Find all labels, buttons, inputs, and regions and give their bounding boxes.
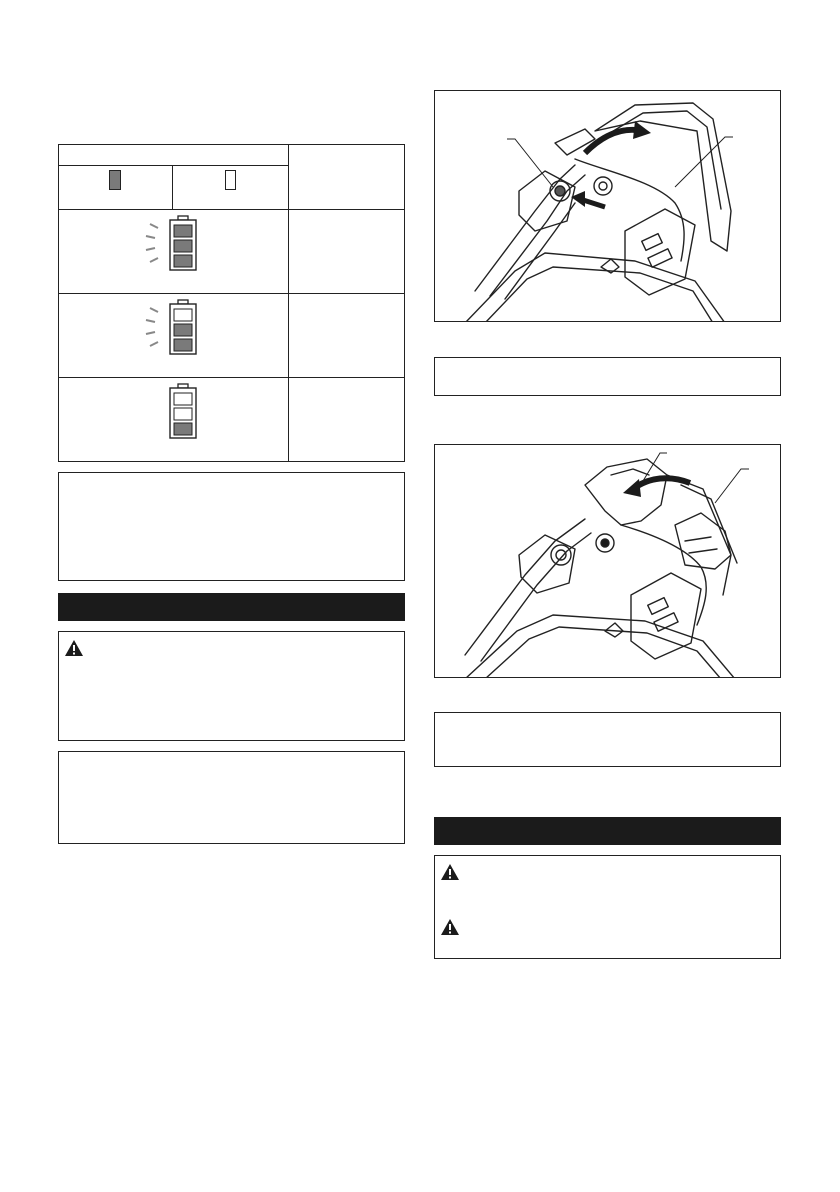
battery-segment-lit <box>174 255 192 267</box>
warning-box <box>58 631 405 741</box>
note-box <box>434 357 781 396</box>
flash-mark <box>150 308 158 312</box>
battery-segment-lit <box>174 339 192 351</box>
warning-triangle-icon <box>440 918 460 936</box>
table-divider <box>58 209 405 210</box>
flash-mark <box>146 248 155 250</box>
battery-segment-off <box>174 393 192 405</box>
section-header-bar <box>58 593 405 621</box>
mower-handle-hand-illustration <box>435 445 781 678</box>
flash-mark <box>146 332 155 334</box>
flash-mark <box>150 224 158 228</box>
off-indicator-icon <box>225 170 236 190</box>
flash-mark <box>150 258 158 262</box>
battery-segment-off <box>174 309 192 321</box>
battery-indicator-table <box>58 144 405 462</box>
battery-segment-lit <box>174 324 192 336</box>
battery-segment-off <box>174 408 192 420</box>
note-box <box>58 751 405 844</box>
table-divider <box>172 165 173 209</box>
battery-segment-lit <box>174 225 192 237</box>
table-divider <box>58 293 405 294</box>
handle-fold-figure-2 <box>434 444 781 678</box>
section-header-bar <box>434 817 781 845</box>
flash-mark <box>146 236 155 238</box>
note-box <box>58 472 405 581</box>
battery-level-icon-full <box>140 214 210 276</box>
battery-level-icon-medium <box>140 298 210 360</box>
table-divider <box>288 144 289 462</box>
note-box <box>434 712 781 767</box>
battery-segment-lit <box>174 240 192 252</box>
battery-segment-lit <box>174 423 192 435</box>
flash-mark <box>150 342 158 346</box>
warning-triangle-icon <box>440 863 460 881</box>
warning-box <box>434 855 781 959</box>
lit-indicator-icon <box>109 170 121 190</box>
warning-triangle-icon <box>64 639 84 657</box>
table-divider <box>58 377 405 378</box>
flash-mark <box>146 320 155 322</box>
battery-level-icon-low <box>140 382 210 444</box>
mower-handle-illustration <box>435 91 781 322</box>
handle-fold-figure-1 <box>434 90 781 322</box>
